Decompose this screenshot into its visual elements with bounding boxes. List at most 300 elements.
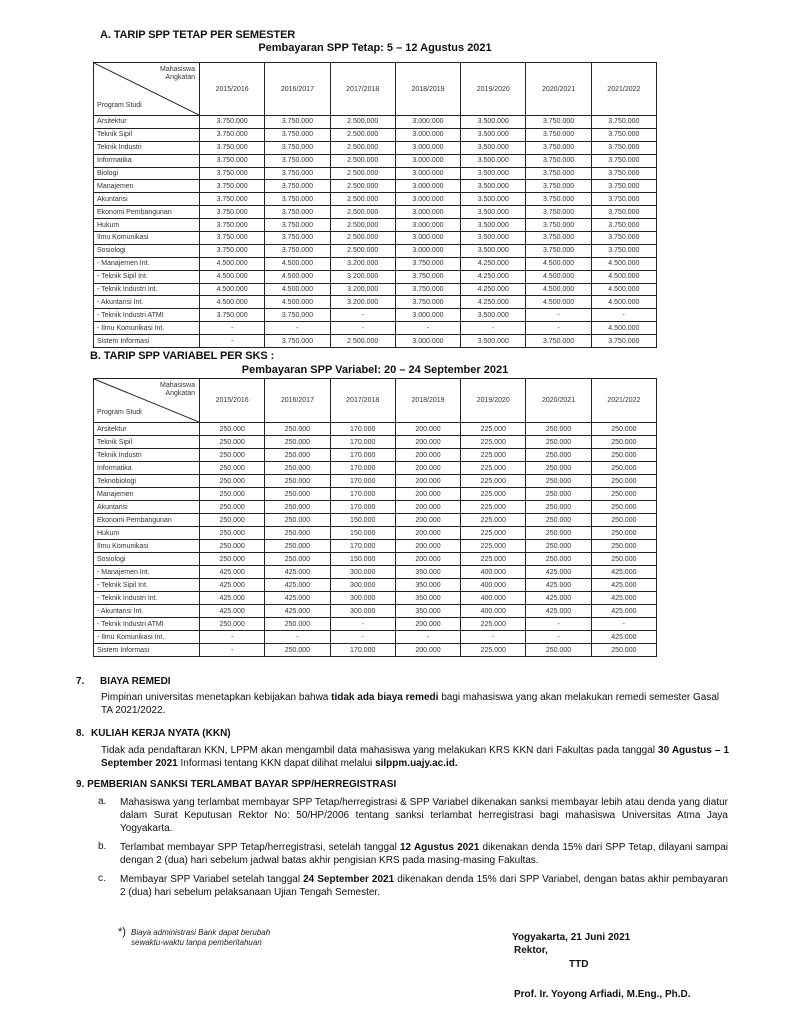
tarif-value-cell: 3.000.000 [395, 232, 460, 245]
table-row [94, 180, 657, 193]
tarif-value-cell: 250.000 [591, 553, 656, 566]
table-row [94, 322, 657, 335]
tarif-value-cell: 3.750.000 [395, 257, 460, 270]
tarif-value-cell: 3.000.000 [395, 128, 460, 141]
text-bold-segment: 30 Agustus – 1 September 2021 [101, 745, 730, 769]
tarif-value-cell: 225.000 [461, 449, 526, 462]
table-row [94, 232, 657, 245]
tarif-value-cell: 225.000 [461, 553, 526, 566]
program-studi-cell: - Akuntansi Int. [94, 605, 200, 618]
tarif-value-cell: 250.000 [200, 618, 265, 631]
year-header: 2019/2020 [461, 63, 526, 116]
text-bold-segment: 12 Agustus 2021 [400, 842, 480, 853]
corner-header [94, 63, 200, 116]
tarif-value-cell: 300.000 [330, 605, 395, 618]
table-row [94, 335, 657, 348]
table-row [94, 116, 657, 129]
tarif-value-cell: 4.500.000 [265, 283, 330, 296]
table-row [94, 219, 657, 232]
tarif-value-cell: - [591, 618, 656, 631]
tarif-value-cell: 250.000 [200, 423, 265, 436]
text-segment: Terlambat membayar SPP Tetap/herregistrasi, setelah tanggal [120, 842, 400, 853]
tarif-value-cell: - [200, 322, 265, 335]
tarif-value-cell: 3.750.000 [591, 335, 656, 348]
tarif-value-cell: 4.500.000 [200, 283, 265, 296]
tarif-value-cell: 3.500.000 [461, 180, 526, 193]
item-letter: c. [98, 873, 106, 884]
tarif-value-cell: 3.200.000 [330, 296, 395, 309]
tarif-value-cell: 4.500.000 [265, 296, 330, 309]
website-link[interactable]: silppm.uajy.ac.id. [375, 758, 458, 769]
text-segment: Membayar SPP Variabel setelah tanggal [120, 874, 304, 885]
tarif-value-cell: 3.750.000 [200, 219, 265, 232]
year-header: 2015/2016 [200, 379, 265, 423]
program-studi-cell: Informatika [94, 462, 200, 475]
tarif-value-cell: 3.500.000 [461, 128, 526, 141]
tarif-value-cell: 250.000 [591, 475, 656, 488]
program-studi-cell: - Manajemen Int. [94, 566, 200, 579]
text-segment: dikenakan denda 15% dari SPP Variabel, dengan batas akhir pembayaran 2 (dua) hari sebelum pelaksanaan Ujian Tengah Semester. [120, 874, 728, 898]
tarif-value-cell: 2.500.000 [330, 193, 395, 206]
tarif-value-cell: 3.000.000 [395, 206, 460, 219]
program-studi-cell: Sosiologi [94, 244, 200, 257]
tarif-value-cell: 400.000 [461, 579, 526, 592]
tarif-value-cell: 3.500.000 [461, 193, 526, 206]
tarif-value-cell: 425.000 [200, 605, 265, 618]
spp-variabel-table [93, 378, 657, 657]
tarif-value-cell: 3.200.000 [330, 283, 395, 296]
year-header: 2018/2019 [395, 379, 460, 423]
section-7-title: BIAYA REMEDI [100, 676, 171, 687]
tarif-value-cell: 200.000 [395, 462, 460, 475]
program-studi-cell: Teknik Industri [94, 141, 200, 154]
tarif-value-cell: 250.000 [591, 423, 656, 436]
tarif-value-cell: 3.500.000 [461, 116, 526, 129]
program-studi-cell: Ekonomi Pembangunan [94, 206, 200, 219]
tarif-value-cell: 250.000 [526, 436, 591, 449]
tarif-value-cell: 2.500.000 [330, 141, 395, 154]
tarif-value-cell: 3.750.000 [265, 128, 330, 141]
tarif-value-cell: 200.000 [395, 514, 460, 527]
tarif-value-cell: 425.000 [591, 579, 656, 592]
table-row [94, 553, 657, 566]
tarif-value-cell: - [526, 631, 591, 644]
program-studi-cell: - Teknik Industri Int. [94, 592, 200, 605]
section-9-title: 9. PEMBERIAN SANKSI TERLAMBAT BAYAR SPP/HERREGISTRASI [76, 779, 397, 790]
tarif-value-cell: - [330, 309, 395, 322]
footnote-marker: *) [118, 926, 126, 938]
table-row [94, 475, 657, 488]
tarif-value-cell: 3.750.000 [265, 180, 330, 193]
tarif-value-cell: 200.000 [395, 540, 460, 553]
tarif-value-cell: - [395, 322, 460, 335]
tarif-value-cell: 250.000 [265, 644, 330, 657]
corner-label-mahasiswa: Mahasiswa [159, 66, 195, 73]
tarif-value-cell: 250.000 [526, 449, 591, 462]
table-row [94, 618, 657, 631]
tarif-value-cell: 225.000 [461, 462, 526, 475]
tarif-value-cell: 3.000.000 [395, 154, 460, 167]
tarif-value-cell: 300.000 [330, 592, 395, 605]
tarif-value-cell: 150.000 [330, 514, 395, 527]
tarif-value-cell: 350.000 [395, 579, 460, 592]
program-studi-cell: Akuntansi [94, 193, 200, 206]
tarif-value-cell: 4.500.000 [265, 257, 330, 270]
tarif-value-cell: 400.000 [461, 566, 526, 579]
tarif-value-cell: 3.750.000 [591, 180, 656, 193]
tarif-value-cell: 200.000 [395, 527, 460, 540]
tarif-value-cell: 225.000 [461, 514, 526, 527]
tarif-value-cell: 3.000.000 [395, 167, 460, 180]
table-row [94, 592, 657, 605]
tarif-value-cell: 3.750.000 [591, 193, 656, 206]
program-studi-cell: - Teknik Industri Int. [94, 283, 200, 296]
tarif-value-cell: 200.000 [395, 501, 460, 514]
program-studi-cell: Arsitektur [94, 423, 200, 436]
tarif-value-cell: 4.500.000 [526, 296, 591, 309]
program-studi-cell: - Ilmu Komunikasi Int. [94, 631, 200, 644]
tarif-value-cell: 250.000 [265, 475, 330, 488]
tarif-value-cell: 3.200.000 [330, 270, 395, 283]
tarif-value-cell: 3.750.000 [591, 141, 656, 154]
tarif-value-cell: 300.000 [330, 566, 395, 579]
table-row [94, 257, 657, 270]
tarif-value-cell: 3.750.000 [265, 244, 330, 257]
tarif-value-cell: 425.000 [526, 592, 591, 605]
tarif-value-cell: 3.750.000 [526, 206, 591, 219]
tarif-value-cell: 250.000 [591, 488, 656, 501]
tarif-value-cell: 3.750.000 [591, 232, 656, 245]
tarif-value-cell: 250.000 [526, 462, 591, 475]
tarif-value-cell: 425.000 [526, 605, 591, 618]
tarif-value-cell: 3.500.000 [461, 244, 526, 257]
tarif-value-cell: 425.000 [591, 605, 656, 618]
tarif-value-cell: 170.000 [330, 423, 395, 436]
tarif-value-cell: 170.000 [330, 475, 395, 488]
tarif-value-cell: 4.500.000 [591, 283, 656, 296]
tarif-value-cell: 3.750.000 [265, 167, 330, 180]
tarif-value-cell: 200.000 [395, 553, 460, 566]
tarif-value-cell: 3.750.000 [526, 167, 591, 180]
tarif-value-cell: 250.000 [265, 462, 330, 475]
sanction-item-a [120, 796, 728, 835]
year-header: 2019/2020 [461, 379, 526, 423]
tarif-value-cell: - [461, 631, 526, 644]
tarif-value-cell: 3.750.000 [200, 244, 265, 257]
tarif-value-cell: 3.500.000 [461, 309, 526, 322]
tarif-value-cell: 225.000 [461, 488, 526, 501]
tarif-value-cell: 250.000 [200, 436, 265, 449]
tarif-value-cell: - [200, 644, 265, 657]
tarif-value-cell: 3.750.000 [200, 232, 265, 245]
tarif-value-cell: 3.750.000 [395, 296, 460, 309]
signature-ttd: TTD [569, 959, 589, 970]
tarif-value-cell: 3.750.000 [200, 167, 265, 180]
tarif-value-cell: 3.750.000 [526, 154, 591, 167]
tarif-value-cell: 3.750.000 [265, 232, 330, 245]
tarif-value-cell: 200.000 [395, 449, 460, 462]
table-row [94, 193, 657, 206]
tarif-value-cell: 250.000 [200, 514, 265, 527]
tarif-value-cell: 225.000 [461, 618, 526, 631]
tarif-value-cell: 2.500.000 [330, 244, 395, 257]
tarif-value-cell: 350.000 [395, 592, 460, 605]
program-studi-cell: Hukum [94, 527, 200, 540]
section-b-title: B. TARIP SPP VARIABEL PER SKS : [90, 350, 275, 362]
table-row [94, 244, 657, 257]
tarif-value-cell: 3.750.000 [265, 219, 330, 232]
tarif-value-cell: 225.000 [461, 527, 526, 540]
footnote-line: sewaktu-waktu tanpa pemberitahuan [131, 938, 262, 947]
tarif-value-cell: 3.750.000 [591, 206, 656, 219]
tarif-value-cell: 3.750.000 [591, 244, 656, 257]
tarif-value-cell: 425.000 [265, 592, 330, 605]
tarif-value-cell: 250.000 [200, 475, 265, 488]
year-header: 2021/2022 [591, 63, 656, 116]
tarif-value-cell: 2.500.000 [330, 206, 395, 219]
program-studi-cell: - Akuntansi Int. [94, 296, 200, 309]
year-header: 2020/2021 [526, 379, 591, 423]
corner-label-angkatan: Angkatan [165, 390, 195, 397]
tarif-value-cell: - [200, 631, 265, 644]
tarif-value-cell: 425.000 [591, 631, 656, 644]
tarif-value-cell: 3.750.000 [200, 128, 265, 141]
tarif-value-cell: 3.200.000 [330, 257, 395, 270]
tarif-value-cell: 170.000 [330, 501, 395, 514]
tarif-value-cell: 4.500.000 [591, 296, 656, 309]
year-header: 2020/2021 [526, 63, 591, 116]
table-row [94, 631, 657, 644]
tarif-value-cell: 4.500.000 [591, 257, 656, 270]
program-studi-cell: Ilmu Komunikasi [94, 540, 200, 553]
program-studi-cell: Teknik Sipil [94, 436, 200, 449]
program-studi-cell: Teknik Sipil [94, 128, 200, 141]
tarif-value-cell: 3.750.000 [200, 309, 265, 322]
text-segment: bagi mahasiswa yang akan melakukan remedi semester Gasal TA 2021/2022. [101, 692, 720, 716]
corner-header [94, 379, 200, 423]
tarif-value-cell: - [330, 322, 395, 335]
tarif-value-cell: 250.000 [200, 527, 265, 540]
tarif-value-cell: 250.000 [265, 618, 330, 631]
tarif-value-cell: 150.000 [330, 527, 395, 540]
tarif-value-cell: 170.000 [330, 488, 395, 501]
tarif-value-cell: 250.000 [200, 553, 265, 566]
tarif-value-cell: - [395, 631, 460, 644]
tarif-value-cell: 250.000 [526, 527, 591, 540]
program-studi-cell: - Manajemen Int. [94, 257, 200, 270]
tarif-value-cell: 250.000 [526, 553, 591, 566]
section-b-subtitle: Pembayaran SPP Variabel: 20 – 24 September 2021 [241, 364, 509, 376]
tarif-value-cell: 250.000 [265, 514, 330, 527]
tarif-value-cell: 4.500.000 [265, 270, 330, 283]
tarif-value-cell: 3.750.000 [591, 128, 656, 141]
tarif-value-cell: 170.000 [330, 462, 395, 475]
tarif-value-cell: - [330, 618, 395, 631]
text-segment: dikenakan denda 15% dari SPP Tetap, dilayani sampai dengan 2 (dua) hari sebelum jadwal batas akhir pengisian KRS pada masing-masing Fakultas. [120, 842, 728, 866]
table-row [94, 128, 657, 141]
signature-place-date: Yogyakarta, 21 Juni 2021 [512, 932, 631, 943]
tarif-value-cell: 3.750.000 [200, 116, 265, 129]
program-studi-cell: Ilmu Komunikasi [94, 232, 200, 245]
tarif-value-cell: 225.000 [461, 644, 526, 657]
program-studi-cell: - Ilmu Komunikasi Int. [94, 322, 200, 335]
tarif-value-cell: 250.000 [265, 436, 330, 449]
tarif-value-cell: 425.000 [265, 566, 330, 579]
program-studi-cell: Hukum [94, 219, 200, 232]
tarif-value-cell: 3.750.000 [526, 116, 591, 129]
tarif-value-cell: 250.000 [265, 449, 330, 462]
tarif-value-cell: 3.500.000 [461, 206, 526, 219]
table-row [94, 436, 657, 449]
tarif-value-cell: 250.000 [265, 553, 330, 566]
tarif-value-cell: 3.500.000 [461, 154, 526, 167]
table-row [94, 270, 657, 283]
tarif-value-cell: 250.000 [200, 449, 265, 462]
tarif-value-cell: 4.500.000 [591, 322, 656, 335]
tarif-value-cell: 3.750.000 [265, 193, 330, 206]
year-header: 2021/2022 [591, 379, 656, 423]
tarif-value-cell: 4.250.000 [461, 257, 526, 270]
section-a-title: A. TARIP SPP TETAP PER SEMESTER [100, 29, 296, 41]
tarif-value-cell: 3.750.000 [591, 219, 656, 232]
section-8-text [101, 744, 729, 770]
tarif-value-cell: 250.000 [526, 423, 591, 436]
text-bold-segment: 24 September 2021 [303, 874, 395, 885]
section-a-subtitle: Pembayaran SPP Tetap: 5 – 12 Agustus 2021 [258, 42, 492, 54]
text-segment: Mahasiswa yang terlambat membayar SPP Tetap/herregistrasi & SPP Variabel dikenakan sanksi membayar lebih atau denda yang diatur dalam Surat Keputusan Rektor No: 50/HP/2006 tentang sanksi terlambat herregistrasi bagi mahasiswa Universitas Atma Jaya Yogyakarta. [120, 797, 728, 834]
program-studi-cell: - Teknik Sipil Int. [94, 579, 200, 592]
footnote-line: Biaya administrasi Bank dapat berubah [131, 928, 271, 937]
tarif-value-cell: 250.000 [526, 501, 591, 514]
tarif-value-cell: 200.000 [395, 423, 460, 436]
tarif-value-cell: - [526, 309, 591, 322]
corner-label-mahasiswa: Mahasiswa [159, 382, 195, 389]
tarif-value-cell: 250.000 [265, 488, 330, 501]
tarif-value-cell: - [265, 631, 330, 644]
program-studi-cell: Ekonomi Pembangunan [94, 514, 200, 527]
tarif-value-cell: 225.000 [461, 475, 526, 488]
tarif-value-cell: 250.000 [591, 527, 656, 540]
tarif-value-cell: - [526, 322, 591, 335]
text-segment: Tidak ada pendaftaran KKN, LPPM akan mengambil data mahasiswa yang melakukan KRS KKN dari Fakultas pada tanggal [101, 745, 659, 756]
tarif-value-cell: 3.000.000 [395, 335, 460, 348]
tarif-value-cell: 350.000 [395, 605, 460, 618]
tarif-value-cell: 425.000 [200, 592, 265, 605]
tarif-value-cell: 425.000 [265, 579, 330, 592]
tarif-value-cell: 3.750.000 [526, 180, 591, 193]
tarif-value-cell: 3.750.000 [265, 141, 330, 154]
text-segment: Pimpinan universitas menetapkan kebijakan bahwa [101, 692, 332, 703]
corner-label-program-studi: Program Studi [97, 102, 142, 109]
tarif-value-cell: 250.000 [591, 501, 656, 514]
table-row [94, 154, 657, 167]
tarif-value-cell: 3.750.000 [200, 180, 265, 193]
program-studi-cell: Arsitektur [94, 116, 200, 129]
item-letter: a. [98, 796, 107, 807]
tarif-value-cell: 3.750.000 [526, 232, 591, 245]
tarif-value-cell: 3.000.000 [395, 244, 460, 257]
tarif-value-cell: 250.000 [526, 488, 591, 501]
section-8-number: 8. [76, 728, 85, 739]
table-row [94, 167, 657, 180]
table-row [94, 423, 657, 436]
tarif-value-cell: 3.000.000 [395, 116, 460, 129]
tarif-value-cell: 4.250.000 [461, 270, 526, 283]
tarif-value-cell: 250.000 [265, 423, 330, 436]
tarif-value-cell: 3.500.000 [461, 232, 526, 245]
tarif-value-cell: 3.750.000 [526, 244, 591, 257]
tarif-value-cell: 3.000.000 [395, 219, 460, 232]
tarif-value-cell: - [461, 322, 526, 335]
tarif-value-cell: 4.500.000 [591, 270, 656, 283]
tarif-value-cell: 250.000 [591, 462, 656, 475]
tarif-value-cell: 3.750.000 [200, 154, 265, 167]
table-row [94, 296, 657, 309]
year-header: 2016/2017 [265, 379, 330, 423]
tarif-value-cell: 2.500.000 [330, 219, 395, 232]
tarif-value-cell: - [265, 322, 330, 335]
program-studi-cell: Biologi [94, 167, 200, 180]
tarif-value-cell: 250.000 [200, 501, 265, 514]
tarif-value-cell: 200.000 [395, 475, 460, 488]
tarif-value-cell: 250.000 [526, 644, 591, 657]
tarif-value-cell: 425.000 [200, 566, 265, 579]
year-header: 2016/2017 [265, 63, 330, 116]
corner-label-program-studi: Program Studi [97, 409, 142, 416]
tarif-value-cell: - [591, 309, 656, 322]
tarif-value-cell: 170.000 [330, 644, 395, 657]
tarif-value-cell: 3.750.000 [526, 335, 591, 348]
tarif-value-cell: 3.750.000 [265, 206, 330, 219]
tarif-value-cell: 150.000 [330, 553, 395, 566]
program-studi-cell: Teknik Industri [94, 449, 200, 462]
program-studi-cell: Manajemen [94, 488, 200, 501]
tarif-value-cell: 425.000 [200, 579, 265, 592]
year-header: 2017/2018 [330, 63, 395, 116]
table-header-row [94, 63, 657, 116]
tarif-value-cell: 4.500.000 [526, 257, 591, 270]
tarif-value-cell: 200.000 [395, 436, 460, 449]
tarif-value-cell: 170.000 [330, 540, 395, 553]
tarif-value-cell: 4.500.000 [526, 270, 591, 283]
tarif-value-cell: 4.500.000 [200, 270, 265, 283]
text-segment: Informasi tentang KKN dapat dilihat melalui [177, 758, 376, 769]
tarif-value-cell: - [526, 618, 591, 631]
tarif-value-cell: 400.000 [461, 605, 526, 618]
tarif-value-cell: 2.500.000 [330, 167, 395, 180]
tarif-value-cell: 225.000 [461, 501, 526, 514]
section-7-number: 7. [76, 676, 85, 687]
program-studi-cell: - Teknik Industri ATMI [94, 309, 200, 322]
tarif-value-cell: 4.250.000 [461, 283, 526, 296]
table-row [94, 462, 657, 475]
tarif-value-cell: 250.000 [265, 501, 330, 514]
table-row [94, 488, 657, 501]
tarif-value-cell: 200.000 [395, 618, 460, 631]
tarif-value-cell: 250.000 [526, 514, 591, 527]
tarif-value-cell: 250.000 [591, 540, 656, 553]
tarif-value-cell: 3.750.000 [526, 128, 591, 141]
tarif-value-cell: 4.500.000 [200, 257, 265, 270]
tarif-value-cell: 170.000 [330, 436, 395, 449]
tarif-value-cell: 3.750.000 [265, 154, 330, 167]
text-bold-segment: tidak ada biaya remedi [331, 692, 439, 703]
tarif-value-cell: 170.000 [330, 449, 395, 462]
tarif-value-cell: 250.000 [200, 462, 265, 475]
program-studi-cell: - Teknik Industri ATMI [94, 618, 200, 631]
sanction-item-c [120, 873, 728, 899]
section-7-text [101, 691, 729, 717]
